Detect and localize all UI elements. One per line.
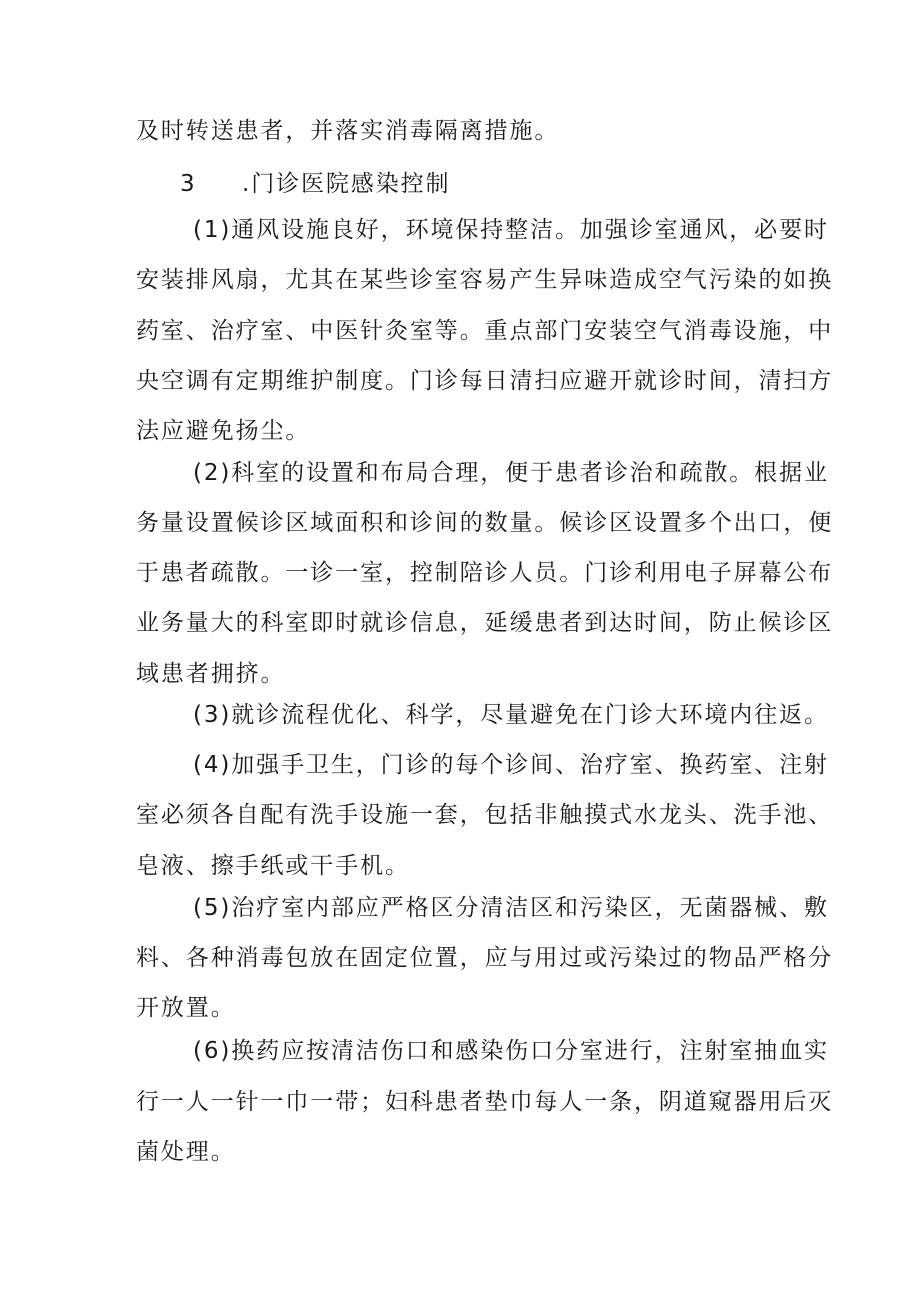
paragraph-2-line-1: (2)科室的设置和布局合理，便于患者诊治和疏散。根据业 — [193, 460, 829, 486]
paragraph-4-line-1: (4)加强手卫生，门诊的每个诊间、治疗室、换药室、注射 — [193, 752, 829, 778]
paragraph-1-line-1: (1)通风设施良好，环境保持整洁。加强诊室通风，必要时 — [193, 217, 829, 243]
paragraph-2-line-3: 于患者疏散。一诊一室，控制陪诊人员。门诊利用电子屏幕公布 — [136, 560, 834, 586]
paragraph-5-line-2: 料、各种消毒包放在固定位置，应与用过或污染过的物品严格分 — [136, 945, 834, 971]
paragraph-5-line-3: 开放置。 — [136, 995, 236, 1021]
paragraph-4-line-3: 皂液、擦手纸或干手机。 — [136, 853, 410, 879]
paragraph-6-line-2: 行一人一针一巾一带；妇科患者垫巾每人一条，阴道窥器用后灭 — [136, 1089, 834, 1115]
paragraph-3-line-1: (3)就诊流程优化、科学，尽量避免在门诊大环境内往返。 — [193, 702, 829, 728]
paragraph-5-line-1: (5)治疗室内部应严格区分清洁区和污染区，无菌器械、敷 — [193, 895, 829, 921]
paragraph-1-line-2: 安装排风扇，尤其在某些诊室容易产生异味造成空气污染的如换 — [136, 267, 834, 293]
paragraph-1-line-3: 药室、治疗室、中医针灸室等。重点部门安装空气消毒设施，中 — [136, 318, 834, 344]
paragraph-1-line-5: 法应避免扬尘。 — [136, 418, 311, 444]
paragraph-6-line-3: 菌处理。 — [136, 1139, 236, 1165]
paragraph-1-line-4: 央空调有定期维护制度。门诊每日清扫应避开就诊时间，清扫方 — [136, 368, 834, 394]
paragraph-4-line-2: 室必须各自配有洗手设施一套，包括非触摸式水龙头、洗手池、 — [136, 802, 834, 828]
paragraph-2-line-5: 域患者拥挤。 — [136, 661, 286, 687]
paragraph-2-line-4: 业务量大的科室即时就诊信息，延缓患者到达时间，防止候诊区 — [136, 610, 834, 636]
intro-line: 及时转送患者，并落实消毒隔离措施。 — [136, 118, 560, 144]
section-number: 3 — [180, 171, 197, 197]
paragraph-2-line-2: 务量设置候诊区域面积和诊间的数量。候诊区设置多个出口，便 — [136, 510, 834, 536]
paragraph-6-line-1: (6)换药应按清洁伤口和感染伤口分室进行，注射室抽血实 — [193, 1038, 829, 1064]
section-title: .门诊医院感染控制 — [242, 171, 451, 197]
